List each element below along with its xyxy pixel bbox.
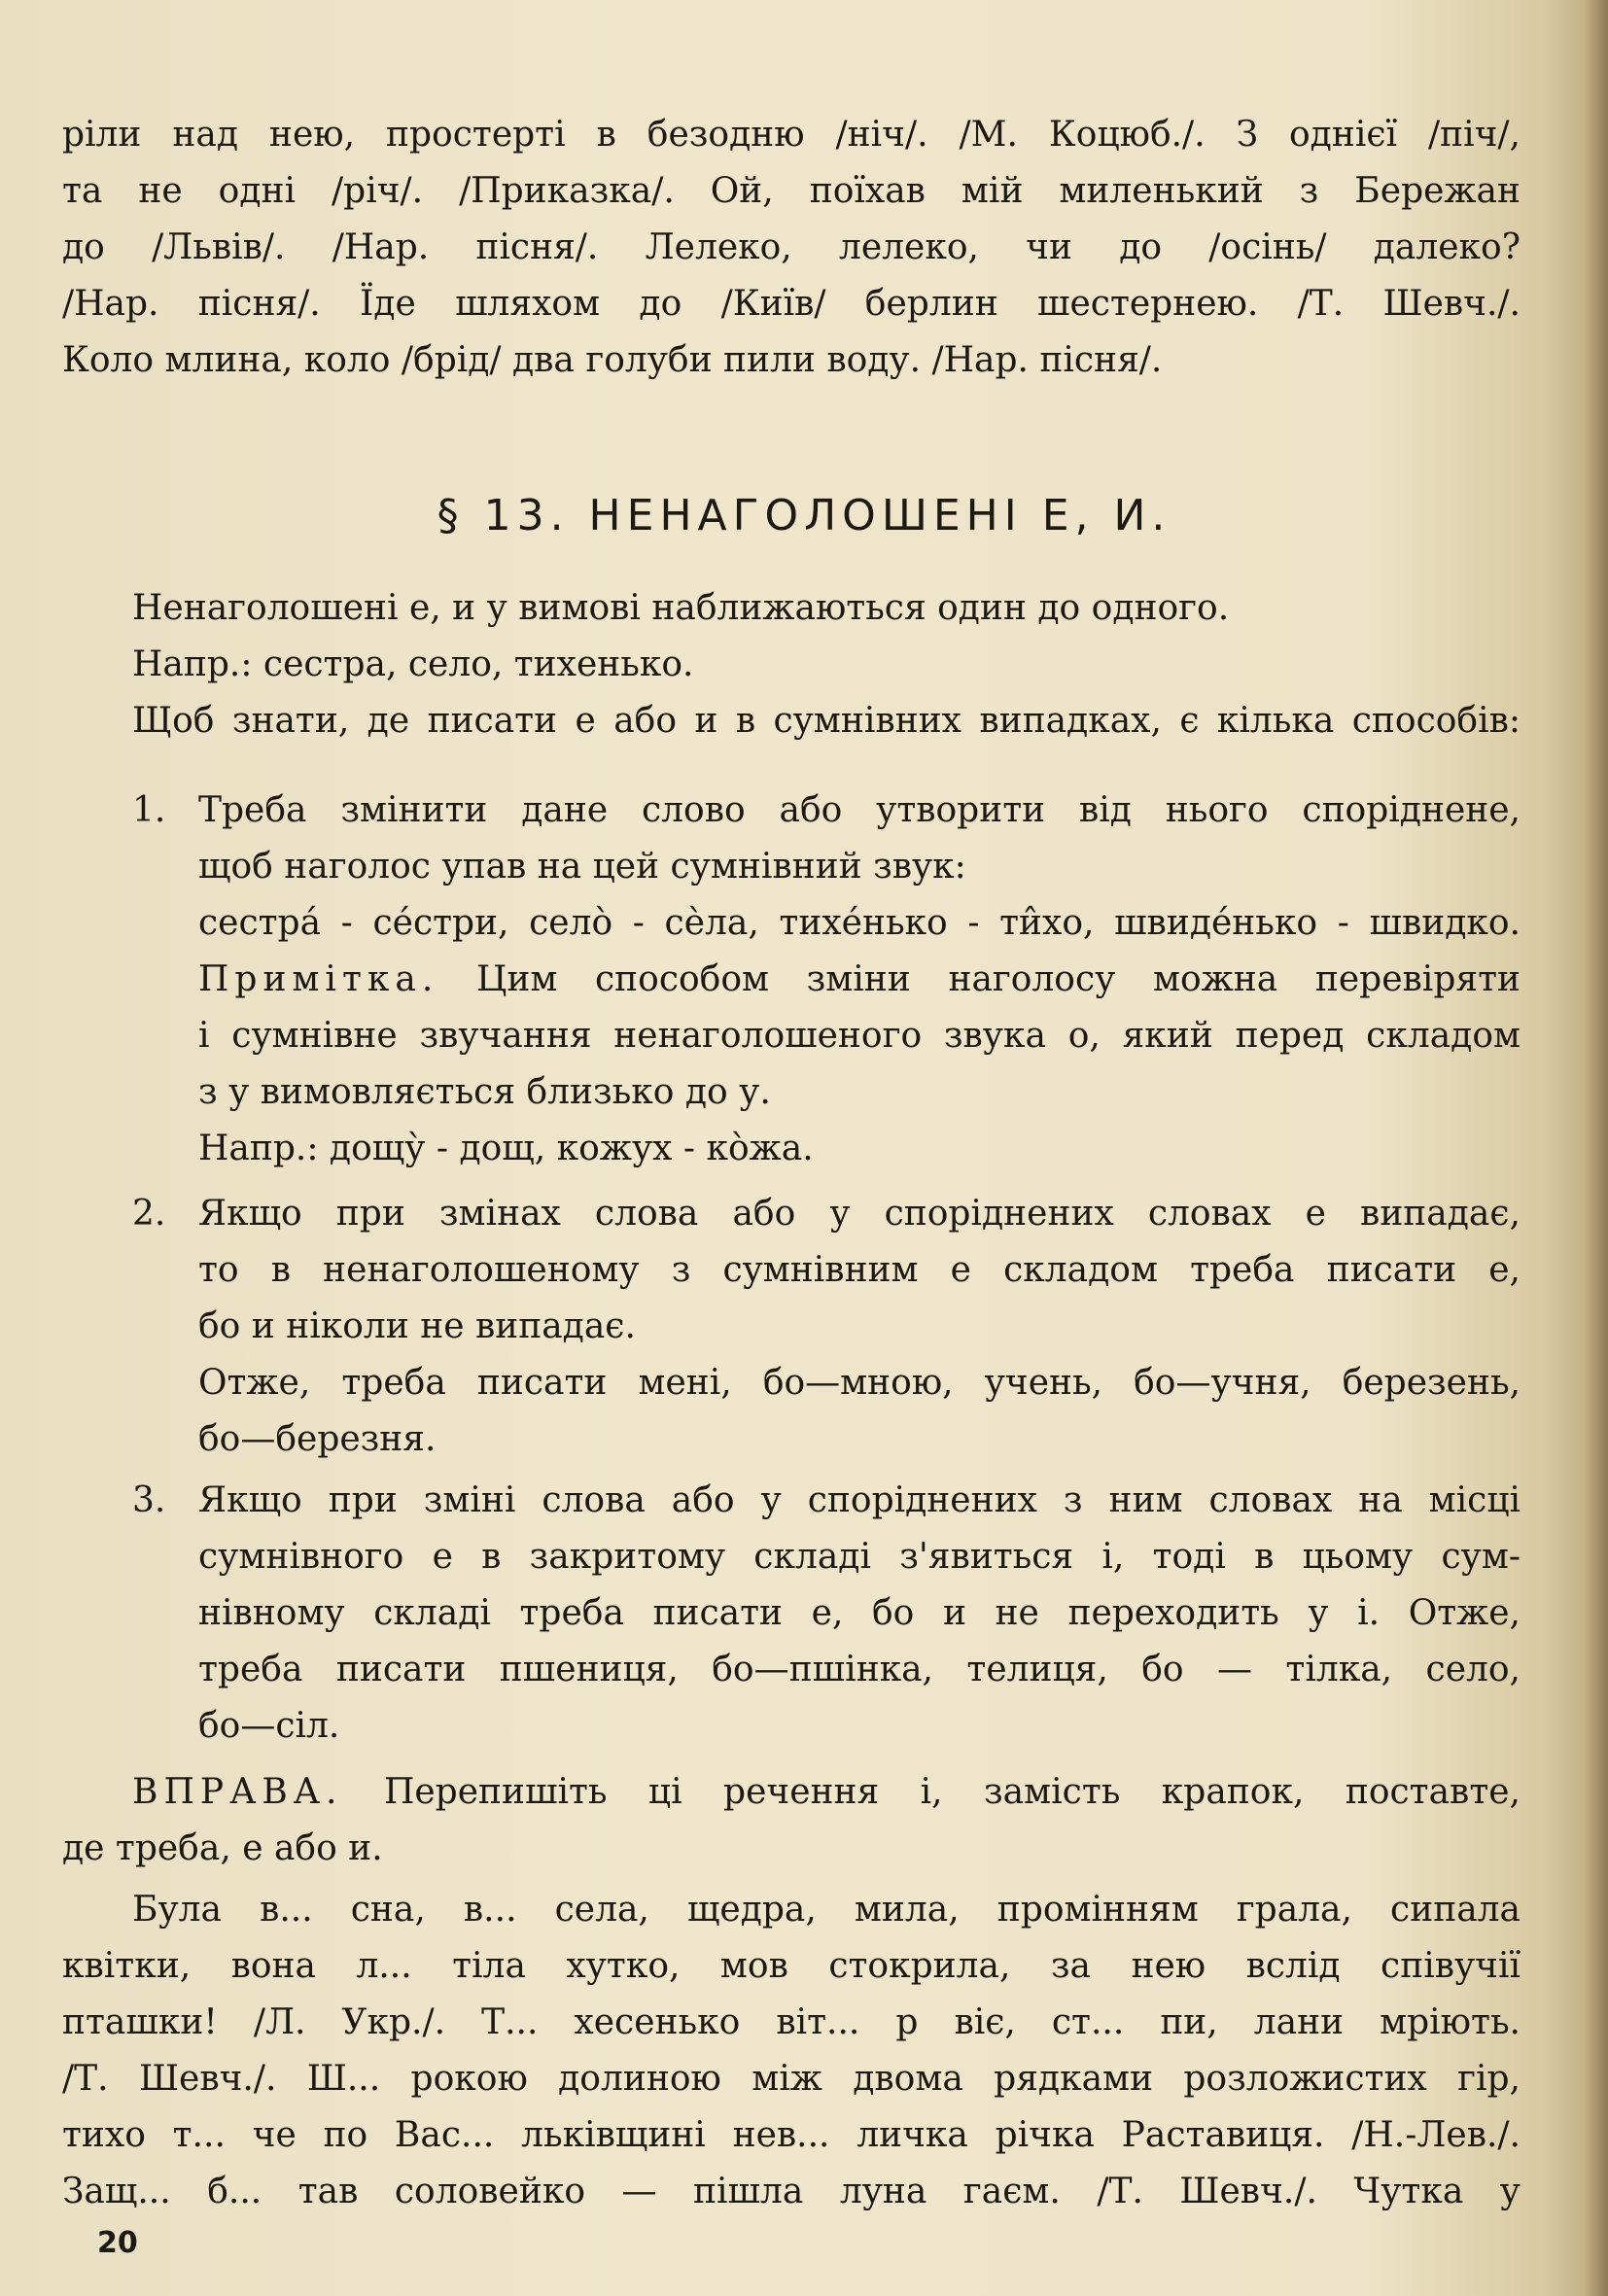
exercise-line bbox=[62, 1764, 1521, 1821]
rule-line bbox=[62, 1473, 1521, 1529]
otzhe-line: Отже, треба писати мені, бо—мною, учень, бо—учня, березень, bbox=[198, 1363, 1521, 1403]
book-spine bbox=[1583, 0, 1608, 2296]
note-line bbox=[62, 952, 1521, 1008]
note-text: Цим способом зміни наголосу можна перевіряти bbox=[475, 959, 1521, 999]
rule-line: бо—сіл. bbox=[198, 1706, 340, 1746]
rule-text: Треба змінити дане слово або утворити від нього споріднене, bbox=[198, 790, 1521, 830]
intro-block bbox=[62, 580, 1521, 749]
rule-number: 3. bbox=[132, 1480, 166, 1520]
page-number: 20 bbox=[97, 2226, 138, 2260]
exercise-text-line: квітки, вона л... тіла хутко, мов стокрила, за нею вслід співучії bbox=[62, 1946, 1521, 1986]
text-line: до /Львів/. /Нар. пісня/. Лелеко, лелеко, чи до /осінь/ далеко? bbox=[62, 227, 1521, 267]
rule-line: то в ненаголошеному з сумнівним е складом треба писати е, bbox=[198, 1250, 1521, 1290]
exercise-text-line: Була в... сна, в... села, щедра, мила, промінням грала, сипала bbox=[132, 1890, 1521, 1930]
text-line: ріли над нею, простерті в безодню /ніч/. /М. Коцюб./. З однієї /піч/, bbox=[62, 115, 1521, 155]
text-line: Коло млина, коло /брід/ два голуби пили воду. /Нар. пісня/. bbox=[62, 340, 1163, 380]
rule-line: сестра́ - се́стри, село̀ - сѐла, тихе́нько - ти̂хо, швиде́нько - швидко. bbox=[198, 903, 1521, 943]
exercise-instruction: Перепишіть ці речення і, замість крапок, поставте, bbox=[383, 1772, 1521, 1812]
note-line: і сумнівне звучання ненаголошеного звука о, який перед складом bbox=[198, 1016, 1521, 1056]
rule-line: щоб наголос упав на цей сумнівний звук: bbox=[198, 847, 966, 887]
exercise-text-line: Защ... б... тав соловейко — пішла луна гаєм. /Т. Шевч./. Чутка у bbox=[62, 2172, 1521, 2211]
intro-line: Ненаголошені е, и у вимові наближаються один до одного. bbox=[132, 588, 1230, 628]
rule-2 bbox=[62, 1186, 1521, 1468]
example-line: Напр.: дощу̀ - дощ, кожух - ко̀жа. bbox=[198, 1129, 814, 1168]
rule-number: 1. bbox=[132, 790, 166, 830]
text-line: та не одні /річ/. /Приказка/. Ой, поїхав мій миленький з Бережан bbox=[62, 171, 1521, 211]
top-paragraph bbox=[62, 107, 1521, 389]
exercise-text bbox=[62, 1882, 1521, 2220]
rule-line bbox=[62, 1186, 1521, 1242]
text-line: /Нар. пісня/. Їде шляхом до /Київ/ берлин шестернею. /Т. Шевч./. bbox=[62, 284, 1521, 324]
note-label: Примітка. bbox=[198, 959, 439, 999]
rule-3 bbox=[62, 1473, 1521, 1755]
rule-line: бо и ніколи не випадає. bbox=[198, 1306, 636, 1346]
rule-text: Якщо при зміні слова або у споріднених з ним словах на місці bbox=[198, 1480, 1521, 1520]
section-heading: § 13. НЕНАГОЛОШЕНІ Е, И. bbox=[437, 491, 1171, 540]
exercise-line: де треба, е або и. bbox=[62, 1828, 383, 1868]
exercise-text-line: /Т. Шевч./. Ш... рокою долиною між двома рядками розложистих гір, bbox=[62, 2059, 1521, 2099]
rule-line: сумнівного е в закритому складі з'явиться і, тоді в цьому сум- bbox=[198, 1537, 1521, 1577]
exercise-block bbox=[62, 1764, 1521, 1877]
otzhe-line: бо—березня. bbox=[198, 1419, 437, 1459]
rule-line: нівному складі треба писати е, бо и не переходить у і. Отже, bbox=[198, 1593, 1521, 1633]
exercise-label: ВПРАВА. bbox=[132, 1772, 343, 1812]
rule-text: Якщо при змінах слова або у споріднених словах е випадає, bbox=[198, 1194, 1521, 1234]
intro-line: Напр.: сестра, село, тихенько. bbox=[132, 644, 694, 684]
rule-number: 2. bbox=[132, 1194, 166, 1234]
rule-line: треба писати пшениця, бо—пшінка, телиця, бо — тілка, село, bbox=[198, 1650, 1521, 1689]
rule-1 bbox=[62, 783, 1521, 1177]
exercise-text-line: пташки! /Л. Укр./. Т... хесенько віт... р віє, ст... пи, лани мріють. bbox=[62, 2002, 1521, 2042]
intro-line: Щоб знати, де писати е або и в сумнівних випадках, є кілька способів: bbox=[132, 701, 1521, 741]
note-line: з у вимовляється близько до у. bbox=[198, 1072, 771, 1112]
rule-line bbox=[62, 783, 1521, 839]
exercise-text-line: тихо т... че по Вас... льківщині нев... личка річка Раставиця. /Н.-Лев./. bbox=[62, 2115, 1521, 2155]
